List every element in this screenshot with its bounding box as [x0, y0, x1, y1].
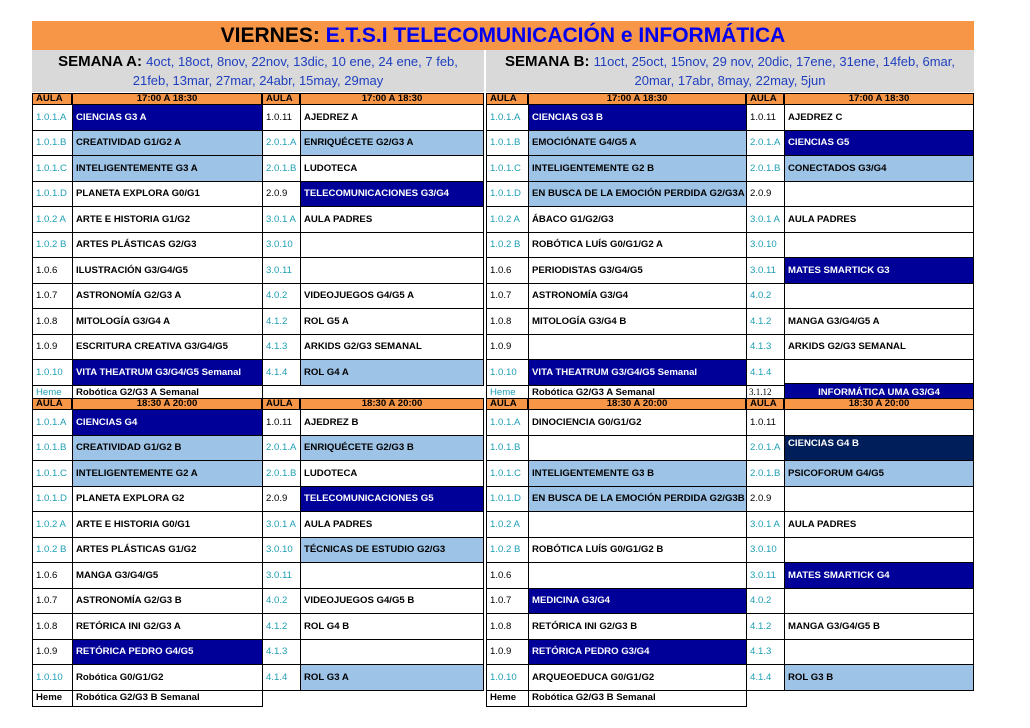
time-slot-header: 17:00 A 18:30 [528, 93, 746, 105]
room-code: 1.0.9 [486, 639, 529, 666]
room-code: 4.0.2 [746, 283, 785, 310]
activity-cell: MITOLOGÍA G3/G4 A [72, 308, 263, 335]
activity-cell: INTELIGENTEMENTE G3 A [72, 155, 263, 182]
aula-header: AULA [262, 398, 300, 410]
room-code: 1.0.1.C [486, 155, 529, 182]
time-slot-header: 18:30 A 20:00 [300, 398, 484, 410]
activity-cell: ASTRONOMÍA G2/G3 B [72, 588, 263, 615]
room-code: 1.0.9 [486, 334, 529, 361]
week-a-banner [32, 50, 484, 92]
activity-cell: PLANETA EXPLORA G2 [72, 486, 263, 513]
room-code: 4.1.3 [746, 334, 785, 361]
room-code: 2.0.1.A [746, 435, 785, 462]
room-code: 1.0.1.C [32, 460, 73, 487]
room-code: 1.0.8 [32, 613, 73, 640]
activity-cell-heme: Robótica G2/G3 B Semanal [528, 690, 747, 707]
room-code: 2.0.9 [746, 486, 785, 513]
activity-cell: EN BUSCA DE LA EMOCIÓN PERDIDA G2/G3A [528, 181, 747, 208]
activity-cell [300, 257, 484, 284]
page-title [32, 21, 974, 50]
room-code: 1.0.2 A [486, 511, 529, 538]
activity-cell: MANGA G3/G4/G5 B [784, 613, 974, 640]
room-code: 1.0.11 [746, 409, 785, 436]
room-code: 2.0.9 [262, 486, 301, 513]
activity-cell: ROL G4 B [300, 613, 484, 640]
activity-cell: MEDICINA G3/G4 [528, 588, 747, 615]
room-code: 1.0.1.C [486, 460, 529, 487]
activity-cell: EN BUSCA DE LA EMOCIÓN PERDIDA G2/G3B [528, 486, 747, 513]
room-code: 4.1.3 [262, 639, 301, 666]
room-code: 1.0.9 [32, 334, 73, 361]
activity-cell: ROL G3 A [300, 664, 484, 691]
activity-cell: ROL G4 A [300, 359, 484, 386]
activity-cell [528, 562, 747, 589]
aula-header: AULA [262, 93, 300, 105]
activity-cell [300, 639, 484, 666]
room-code: 4.1.2 [746, 308, 785, 335]
time-slot-header: 18:30 A 20:00 [784, 398, 974, 410]
room-code: 2.0.1.A [262, 130, 301, 157]
activity-cell: ROBÓTICA LUÍS G0/G1/G2 B [528, 537, 747, 564]
room-code: 1.0.7 [32, 588, 73, 615]
activity-cell: AULA PADRES [300, 511, 484, 538]
room-code: 1.0.11 [746, 104, 785, 131]
activity-cell: VITA THEATRUM G3/G4/G5 Semanal [528, 359, 747, 386]
week-a-label: SEMANA A: [58, 53, 147, 70]
room-code: 4.1.2 [262, 308, 301, 335]
room-code: 1.0.1.A [486, 409, 529, 436]
week-a-dates-line1: 4oct, 18oct, 8nov, 22nov, 13dic, 10 ene, 24 ene, 7 feb, [146, 54, 458, 69]
room-code: 3.0.10 [746, 537, 785, 564]
room-code: 1.0.1.D [32, 486, 73, 513]
room-code: 1.0.7 [486, 588, 529, 615]
room-code: 2.0.1.B [746, 155, 785, 182]
room-code: 1.0.6 [486, 257, 529, 284]
activity-cell [784, 232, 974, 259]
room-code: 4.1.3 [746, 639, 785, 666]
room-code: 3.0.1 A [746, 511, 785, 538]
room-code: 1.0.7 [486, 283, 529, 310]
room-code: 1.0.8 [486, 308, 529, 335]
activity-cell: EMOCIÓNATE G4/G5 A [528, 130, 747, 157]
room-code: 4.1.2 [262, 613, 301, 640]
activity-cell: ARKIDS G2/G3 SEMANAL [300, 334, 484, 361]
activity-cell: CREATIVIDAD G1/G2 B [72, 435, 263, 462]
activity-cell: VITA THEATRUM G3/G4/G5 Semanal [72, 359, 263, 386]
activity-cell [784, 537, 974, 564]
activity-cell: MATES SMARTICK G3 [784, 257, 974, 284]
aula-header: AULA [486, 398, 528, 410]
activity-cell: VIDEOJUEGOS G4/G5 A [300, 283, 484, 310]
activity-cell: RETÓRICA INI G2/G3 A [72, 613, 263, 640]
activity-cell: ARTE E HISTORIA G0/G1 [72, 511, 263, 538]
room-code: 4.0.2 [262, 283, 301, 310]
title-prefix: VIERNES: [220, 24, 326, 47]
week-b-label: SEMANA B: [505, 53, 594, 70]
activity-cell [528, 511, 747, 538]
room-code: 1.0.10 [486, 664, 529, 691]
room-code: 1.0.2 B [32, 232, 73, 259]
room-code: 2.0.9 [746, 181, 785, 208]
activity-cell: CIENCIAS G3 B [528, 104, 747, 131]
activity-cell: PERIODISTAS G3/G4/G5 [528, 257, 747, 284]
activity-cell: CIENCIAS G4 B [784, 435, 974, 462]
room-code: 3.0.10 [262, 232, 301, 259]
room-code: 1.0.1.B [32, 130, 73, 157]
room-code: 1.0.1.B [32, 435, 73, 462]
activity-cell: ESCRITURA CREATIVA G3/G4/G5 [72, 334, 263, 361]
activity-cell: ENRIQUÉCETE G2/G3 B [300, 435, 484, 462]
activity-cell: INTELIGENTEMENTE G2 A [72, 460, 263, 487]
activity-cell: ROL G3 B [784, 664, 974, 691]
activity-cell: ENRIQUÉCETE G2/G3 A [300, 130, 484, 157]
room-code: 4.1.4 [262, 664, 301, 691]
activity-cell [784, 639, 974, 666]
activity-cell: TELECOMUNICACIONES G3/G4 [300, 181, 484, 208]
room-code: 4.1.4 [746, 664, 785, 691]
room-code: 3.0.1 A [262, 511, 301, 538]
activity-cell: ASTRONOMÍA G2/G3 A [72, 283, 263, 310]
activity-cell: TELECOMUNICACIONES G5 [300, 486, 484, 513]
activity-cell: ROL G5 A [300, 308, 484, 335]
room-code-extra: 3.1.12 [749, 386, 772, 397]
time-slot-header: 18:30 A 20:00 [72, 398, 262, 410]
room-code: 4.1.4 [746, 359, 785, 386]
room-code: 4.1.3 [262, 334, 301, 361]
week-b-dates-line1: 11oct, 25oct, 15nov, 29 nov, 20dic, 17ene, 31ene, 14feb, 6mar, [593, 54, 955, 69]
activity-cell [784, 486, 974, 513]
activity-cell: ARQUEOEDUCA G0/G1/G2 [528, 664, 747, 691]
activity-cell [784, 181, 974, 208]
time-slot-header: 18:30 A 20:00 [528, 398, 746, 410]
activity-cell: ASTRONOMÍA G3/G4 [528, 283, 747, 310]
week-b-dates-line2: 20mar, 17abr, 8may, 22may, 5jun [634, 73, 826, 88]
activity-cell: AULA PADRES [784, 206, 974, 233]
activity-cell [300, 232, 484, 259]
activity-cell: RETÓRICA INI G2/G3 B [528, 613, 747, 640]
activity-cell: ARTES PLÁSTICAS G2/G3 [72, 232, 263, 259]
aula-header: AULA [746, 398, 784, 410]
activity-cell: RETÓRICA PEDRO G3/G4 [528, 639, 747, 666]
room-code: 4.1.2 [746, 613, 785, 640]
room-code: 3.0.1 A [262, 206, 301, 233]
room-code: 1.0.1.D [32, 181, 73, 208]
room-code: 1.0.2 A [32, 511, 73, 538]
room-code: 2.0.1.A [746, 130, 785, 157]
room-code-heme: Heme [486, 385, 529, 402]
room-code: 3.0.1 A [746, 206, 785, 233]
activity-cell [300, 562, 484, 589]
activity-cell: ARTE E HISTORIA G1/G2 [72, 206, 263, 233]
room-code: 2.0.1.A [262, 435, 301, 462]
time-slot-header: 17:00 A 18:30 [300, 93, 484, 105]
room-code: 3.0.11 [262, 562, 301, 589]
room-code: 2.0.9 [262, 181, 301, 208]
activity-cell [784, 409, 974, 436]
activity-cell: VIDEOJUEGOS G4/G5 B [300, 588, 484, 615]
activity-cell: LUDOTECA [300, 155, 484, 182]
room-code: 1.0.6 [32, 562, 73, 589]
room-code: 1.0.1.B [486, 435, 529, 462]
activity-cell: TÉCNICAS DE ESTUDIO G2/G3 [300, 537, 484, 564]
room-code: 3.0.11 [262, 257, 301, 284]
week-a-dates-line2: 21feb, 13mar, 27mar, 24abr, 15may, 29may [132, 73, 384, 88]
room-code: 2.0.1.B [262, 155, 301, 182]
room-code: 2.0.1.B [746, 460, 785, 487]
activity-cell [528, 435, 747, 462]
room-code: 1.0.2 A [486, 206, 529, 233]
room-code-heme: Heme [32, 690, 73, 707]
time-slot-header: 17:00 A 18:30 [784, 93, 974, 105]
activity-cell: INTELIGENTEMENTE G3 B [528, 460, 747, 487]
room-code: 1.0.8 [32, 308, 73, 335]
activity-cell: RETÓRICA PEDRO G4/G5 [72, 639, 263, 666]
aula-header: AULA [486, 93, 528, 105]
room-code: 3.0.10 [262, 537, 301, 564]
activity-cell-heme: Robótica G2/G3 A Semanal [72, 385, 263, 402]
activity-cell: ILUSTRACIÓN G3/G4/G5 [72, 257, 263, 284]
activity-cell: PSICOFORUM G4/G5 [784, 460, 974, 487]
activity-cell: ROBÓTICA LUÍS G0/G1/G2 A [528, 232, 747, 259]
room-code: 4.0.2 [262, 588, 301, 615]
activity-cell [528, 334, 747, 361]
activity-cell: CIENCIAS G5 [784, 130, 974, 157]
room-code: 1.0.11 [262, 409, 301, 436]
activity-cell: PLANETA EXPLORA G0/G1 [72, 181, 263, 208]
room-code-heme: Heme [486, 690, 529, 707]
room-code: 3.0.11 [746, 257, 785, 284]
room-code: 1.0.1.A [32, 104, 73, 131]
activity-cell-heme: Robótica G2/G3 A Semanal [528, 385, 747, 402]
activity-cell-extra: INFORMÁTICA UMA G3/G4 [784, 383, 974, 404]
activity-cell: ARTES PLÁSTICAS G1/G2 [72, 537, 263, 564]
room-code: 1.0.2 B [486, 232, 529, 259]
activity-cell: AULA PADRES [300, 206, 484, 233]
room-code: 1.0.2 B [486, 537, 529, 564]
room-code: 1.0.1.D [486, 181, 529, 208]
activity-cell: CIENCIAS G4 [72, 409, 263, 436]
activity-cell: LUDOTECA [300, 460, 484, 487]
aula-header: AULA [32, 398, 72, 410]
activity-cell: AJEDREZ B [300, 409, 484, 436]
activity-cell: MITOLOGÍA G3/G4 B [528, 308, 747, 335]
activity-cell: CONECTADOS G3/G4 [784, 155, 974, 182]
room-code: 1.0.9 [32, 639, 73, 666]
room-code: 4.1.4 [262, 359, 301, 386]
room-code: 1.0.10 [32, 359, 73, 386]
room-code: 1.0.2 A [32, 206, 73, 233]
activity-cell [784, 283, 974, 310]
room-code: 1.0.7 [32, 283, 73, 310]
room-code: 1.0.1.D [486, 486, 529, 513]
room-code: 2.0.1.B [262, 460, 301, 487]
activity-cell: ÁBACO G1/G2/G3 [528, 206, 747, 233]
activity-cell: MANGA G3/G4/G5 [72, 562, 263, 589]
title-main: E.T.S.I TELECOMUNICACIÓN e INFORMÁTICA [325, 24, 786, 47]
activity-cell: AJEDREZ C [784, 104, 974, 131]
activity-cell: MATES SMARTICK G4 [784, 562, 974, 589]
activity-cell: INTELIGENTEMENTE G2 B [528, 155, 747, 182]
room-code: 1.0.1.A [32, 409, 73, 436]
room-code: 1.0.1.C [32, 155, 73, 182]
activity-cell-heme: Robótica G2/G3 B Semanal [72, 690, 263, 707]
room-code: 1.0.10 [32, 664, 73, 691]
activity-cell: MANGA G3/G4/G5 A [784, 308, 974, 335]
activity-cell: Robótica G0/G1/G2 [72, 664, 263, 691]
room-code: 4.0.2 [746, 588, 785, 615]
time-slot-header: 17:00 A 18:30 [72, 93, 262, 105]
room-code: 1.0.2 B [32, 537, 73, 564]
activity-cell [784, 588, 974, 615]
aula-header: AULA [746, 93, 784, 105]
room-code: 1.0.6 [486, 562, 529, 589]
room-code-heme: Heme [32, 385, 73, 402]
activity-cell: CREATIVIDAD G1/G2 A [72, 130, 263, 157]
week-b-banner [486, 50, 974, 92]
room-code: 1.0.1.B [486, 130, 529, 157]
room-code: 1.0.6 [32, 257, 73, 284]
activity-cell: CIENCIAS G3 A [72, 104, 263, 131]
activity-cell: AULA PADRES [784, 511, 974, 538]
activity-cell: DINOCIENCIA G0/G1/G2 [528, 409, 747, 436]
activity-cell: ARKIDS G2/G3 SEMANAL [784, 334, 974, 361]
room-code: 1.0.11 [262, 104, 301, 131]
room-code: 1.0.10 [486, 359, 529, 386]
room-code: 3.0.10 [746, 232, 785, 259]
room-code: 3.0.11 [746, 562, 785, 589]
aula-header: AULA [32, 93, 72, 105]
activity-cell: AJEDREZ A [300, 104, 484, 131]
room-code: 1.0.1.A [486, 104, 529, 131]
room-code: 1.0.8 [486, 613, 529, 640]
